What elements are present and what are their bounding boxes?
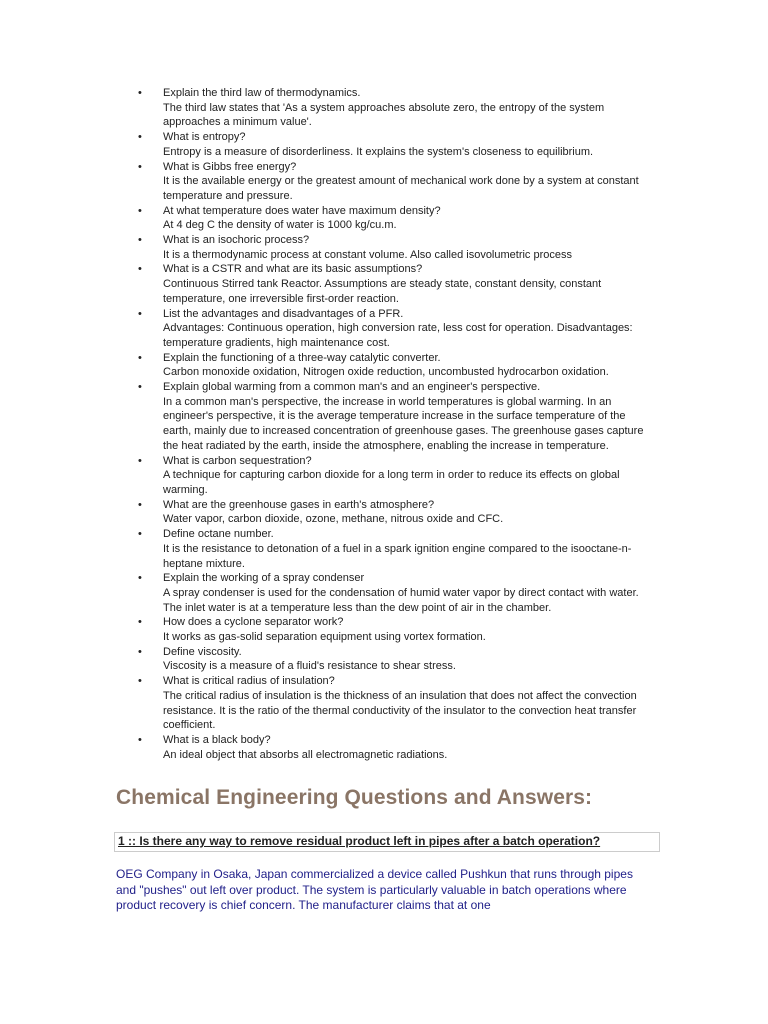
bullet-icon: • bbox=[138, 498, 142, 511]
list-item bbox=[138, 733, 655, 762]
bullet-icon: • bbox=[138, 131, 142, 144]
list-item bbox=[138, 645, 655, 674]
answer-text: Continuous Stirred tank Reactor. Assumptions are steady state, constant density, constant temperature, one irreversible first-order reaction. bbox=[163, 278, 602, 305]
question-text: Explain the functioning of a three-way catalytic converter. bbox=[163, 351, 441, 364]
bullet-icon: • bbox=[138, 234, 142, 247]
list-item bbox=[138, 204, 655, 233]
question-text: How does a cyclone separator work? bbox=[163, 616, 344, 629]
list-item bbox=[138, 527, 655, 571]
bullet-icon: • bbox=[138, 381, 142, 394]
answer-text: Water vapor, carbon dioxide, ozone, methane, nitrous oxide and CFC. bbox=[163, 513, 504, 526]
question-text: At what temperature does water have maximum density? bbox=[163, 204, 441, 217]
question-text: Explain the third law of thermodynamics. bbox=[163, 87, 361, 99]
bullet-icon: • bbox=[138, 675, 142, 688]
list-item bbox=[138, 233, 655, 262]
answer-text: It is the available energy or the greatest amount of mechanical work done by a system at constant temperature and pressure. bbox=[163, 175, 639, 202]
question-text: Define octane number. bbox=[163, 528, 274, 541]
section-heading: Chemical Engineering Questions and Answers: bbox=[116, 786, 593, 809]
answer-text: It works as gas-solid separation equipment using vortex formation. bbox=[163, 631, 486, 644]
question-text: Explain global warming from a common man's and an engineer's perspective. bbox=[163, 381, 541, 394]
answer-text: An ideal object that absorbs all electromagnetic radiations. bbox=[163, 748, 448, 761]
answer-text: Entropy is a measure of disorderliness. It explains the system's closeness to equilibrium. bbox=[163, 145, 594, 158]
question-text: Explain the working of a spray condenser bbox=[163, 572, 365, 585]
answer-text: A spray condenser is used for the condensation of humid water vapor by direct contact with water. The inlet water is at a temperature less than the dew point of air in the chamber. bbox=[163, 586, 639, 614]
answer-text: Viscosity is a measure of a fluid's resistance to shear stress. bbox=[163, 660, 456, 673]
question-text: What is a black body? bbox=[163, 733, 271, 746]
answer-text: Carbon monoxide oxidation, Nitrogen oxide reduction, uncombusted hydrocarbon oxidation. bbox=[163, 366, 609, 379]
question-text: Define viscosity. bbox=[163, 645, 242, 658]
answer-text: A technique for capturing carbon dioxide for a long term in order to reduce its effects on global warming. bbox=[163, 469, 620, 496]
bullet-icon: • bbox=[138, 454, 142, 467]
bullet-icon: • bbox=[138, 263, 142, 276]
question-text: List the advantages and disadvantages of a PFR. bbox=[163, 307, 404, 320]
list-item bbox=[138, 571, 655, 615]
list-item bbox=[138, 130, 655, 159]
list-item bbox=[138, 160, 655, 204]
list-item bbox=[138, 351, 655, 380]
bullet-icon: • bbox=[138, 160, 142, 173]
answer-text: The critical radius of insulation is the thickness of an insulation that does not affect the convection resistance. It is the ratio of the thermal conductivity of the insulator to the convection heat transfer coefficient. bbox=[163, 689, 637, 732]
bullet-icon: • bbox=[138, 572, 142, 585]
list-item bbox=[138, 674, 655, 733]
question-text: What is entropy? bbox=[163, 131, 246, 144]
answer-text: OEG Company in Osaka, Japan commercialized a device called Pushkun that runs through pipes and "pushes" out left over product. The system is particularly valuable in batch operations where product recovery is chief concern. The manufacturer claims that at one bbox=[116, 867, 633, 912]
answer-text: In a common man's perspective, the increase in world temperatures is global warming. In an engineer's perspective, it is the average temperature increase in the surface temperature of the earth, mainly due to increased concentration of greenhouse gases. The greenhouse gases capture the heat radiated by the earth, inside the atmosphere, enabling the increase in temperature. bbox=[163, 395, 644, 452]
answer-text: The third law states that 'As a system approaches absolute zero, the entropy of the system approaches a minimum value'. bbox=[163, 101, 605, 129]
list-item bbox=[138, 454, 655, 498]
list-item bbox=[138, 498, 655, 527]
question-text: What is carbon sequestration? bbox=[163, 454, 312, 467]
question-box: 1 :: Is there any way to remove residual product left in pipes after a batch operation? bbox=[114, 832, 660, 852]
bullet-icon: • bbox=[138, 204, 142, 217]
answer-text: Advantages: Continuous operation, high conversion rate, less cost for operation. Disadvantages: temperature gradients, high maintenance cost. bbox=[163, 322, 633, 349]
list-item bbox=[138, 307, 655, 351]
question-text: What is an isochoric process? bbox=[163, 234, 310, 247]
question-text: What is a CSTR and what are its basic assumptions? bbox=[163, 263, 423, 276]
bullet-icon: • bbox=[138, 616, 142, 629]
qa-bullet-list bbox=[138, 86, 655, 762]
list-item bbox=[138, 615, 655, 644]
bullet-icon: • bbox=[138, 351, 142, 364]
bullet-icon: • bbox=[138, 528, 142, 541]
question-text: What is Gibbs free energy? bbox=[163, 160, 297, 173]
bullet-icon: • bbox=[138, 87, 142, 99]
bullet-icon: • bbox=[138, 645, 142, 658]
question-text: What are the greenhouse gases in earth's atmosphere? bbox=[163, 498, 435, 511]
question-text: What is critical radius of insulation? bbox=[163, 675, 335, 688]
list-item bbox=[138, 86, 655, 130]
answer-text: It is the resistance to detonation of a fuel in a spark ignition engine compared to the isooctane-n-heptane mixture. bbox=[163, 542, 632, 570]
list-item bbox=[138, 262, 655, 306]
bullet-icon: • bbox=[138, 307, 142, 320]
list-item bbox=[138, 380, 655, 454]
answer-text: It is a thermodynamic process at constant volume. Also called isovolumetric process bbox=[163, 248, 573, 261]
answer-text: At 4 deg C the density of water is 1000 kg/cu.m. bbox=[163, 219, 397, 232]
bullet-icon: • bbox=[138, 733, 142, 746]
